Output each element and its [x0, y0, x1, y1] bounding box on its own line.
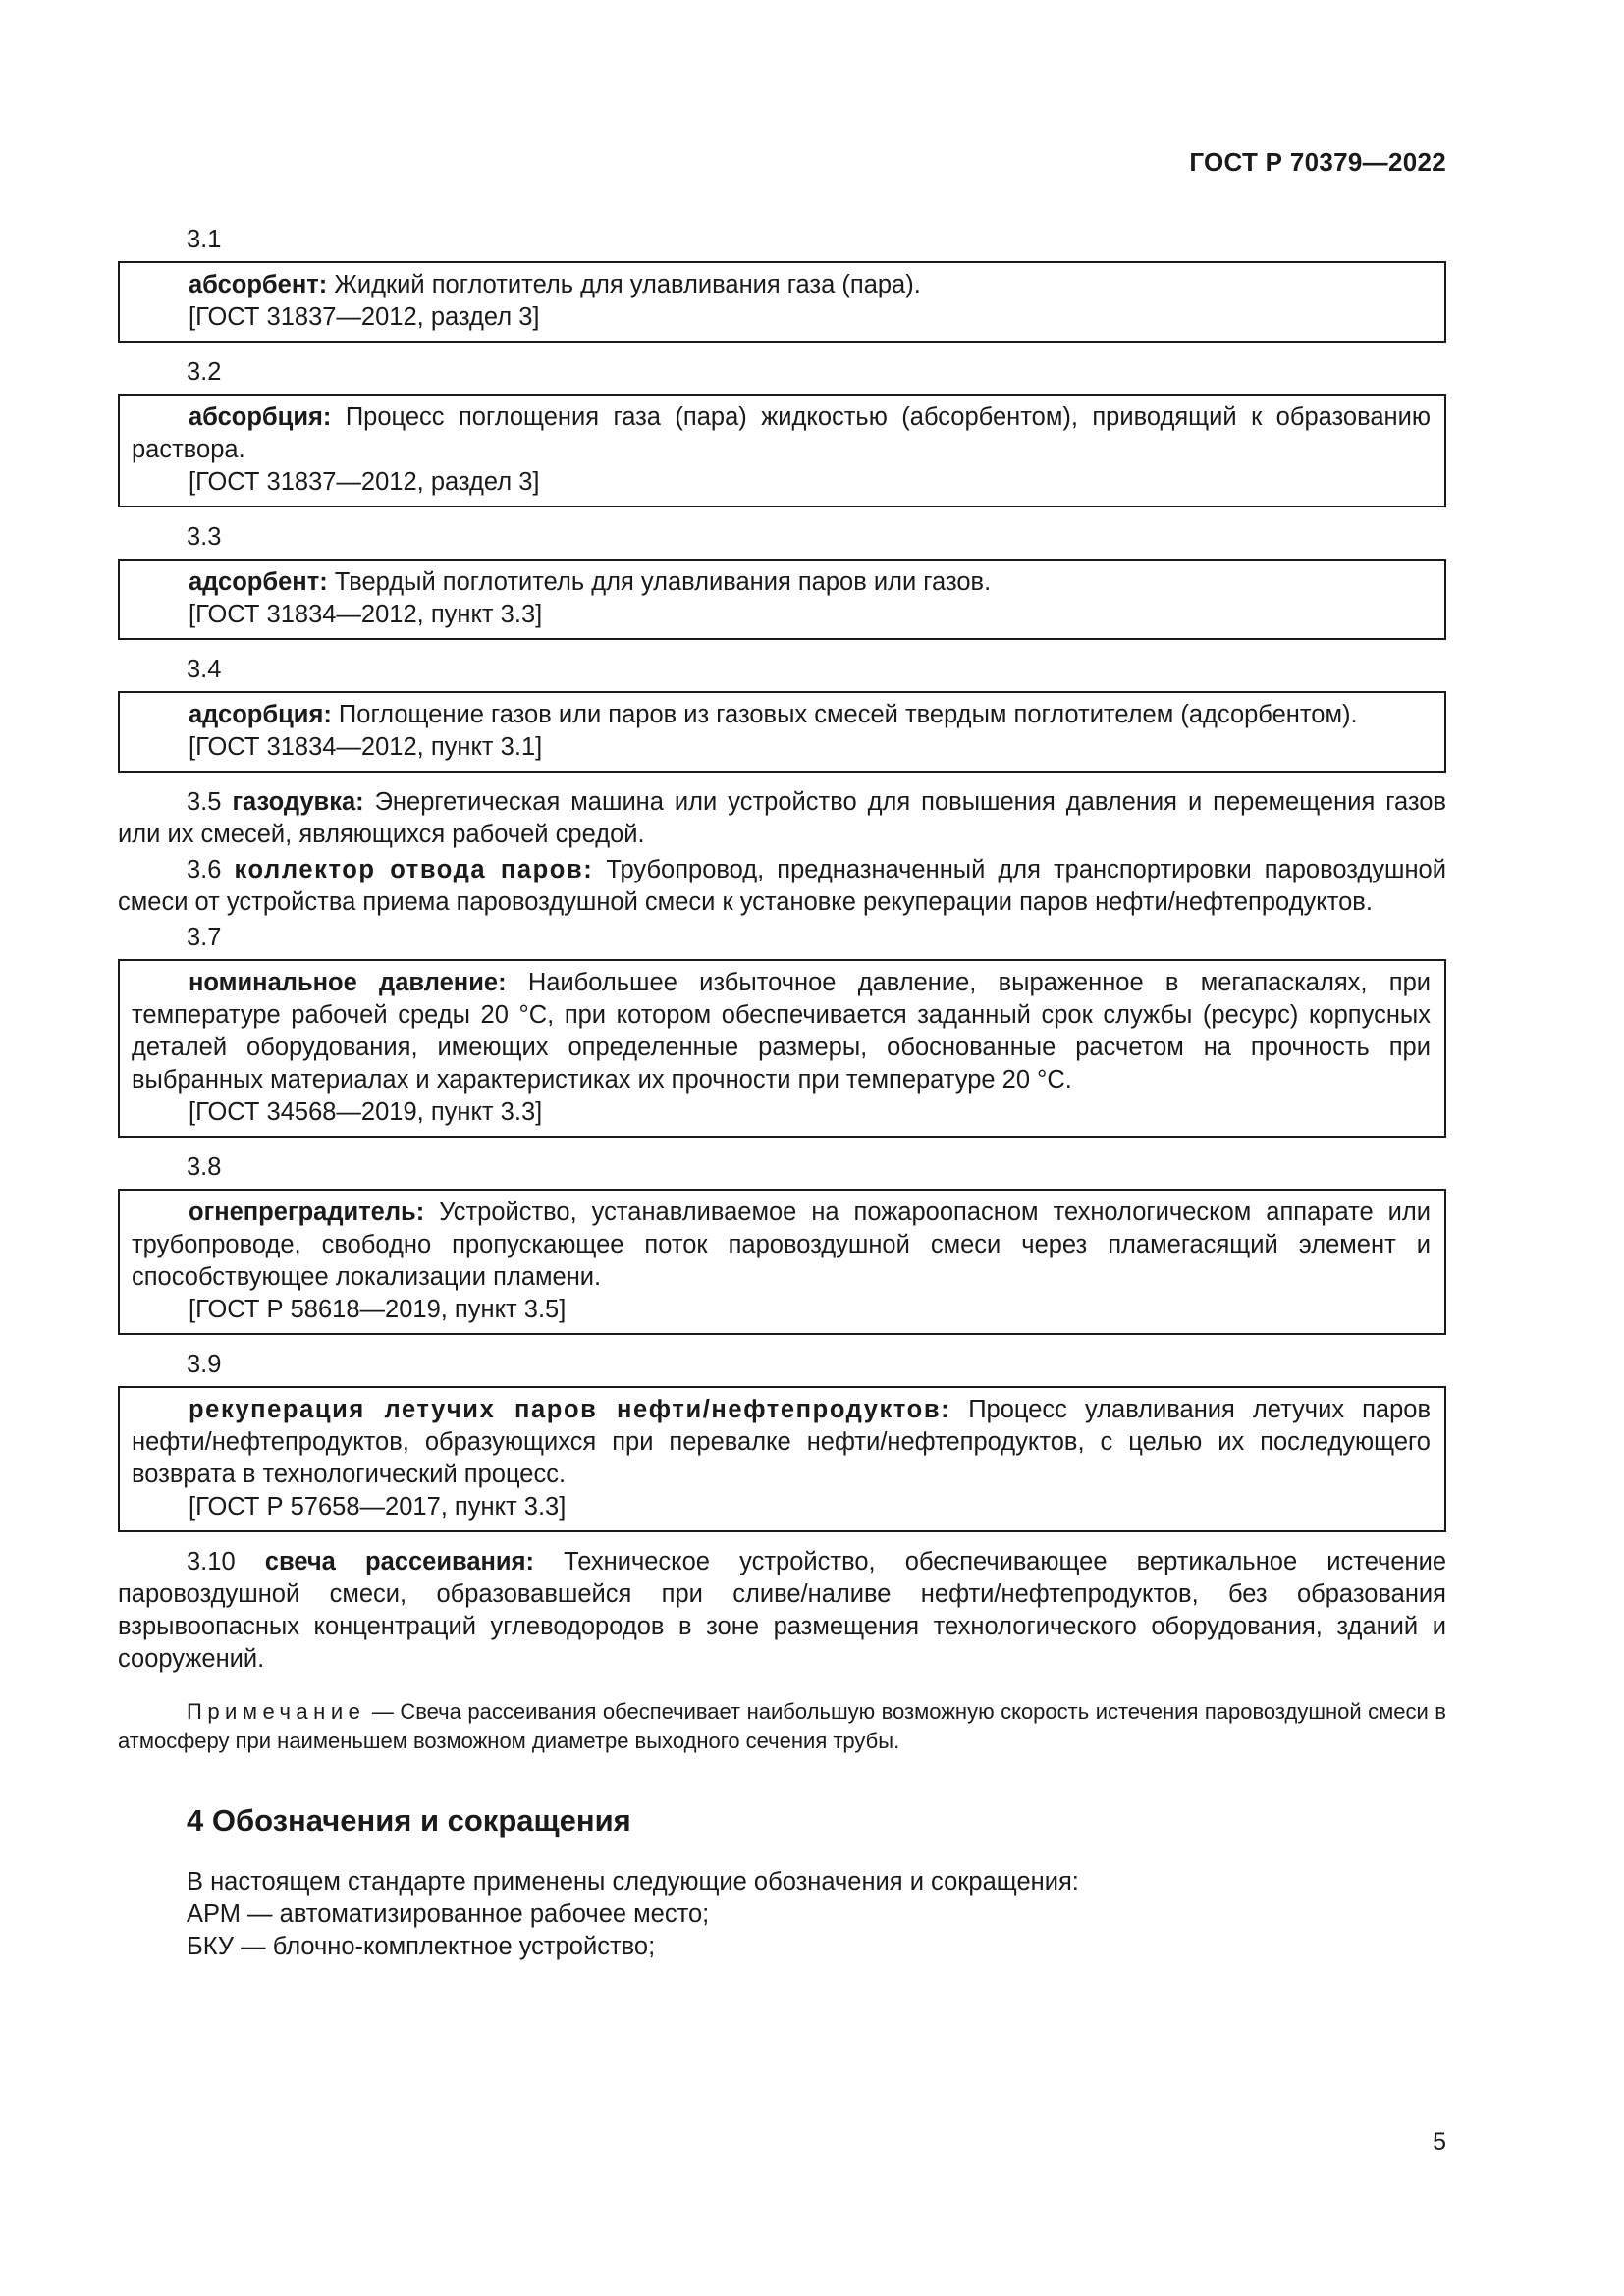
page-content [118, 224, 1446, 1963]
term-text: Техническое устройство, обеспечивающее вертикальное истечение паровоздушной смеси, образовавшейся при сливе/наливе нефти/нефтепродуктов, без образования взрывоопасных концентраций углеводородов в зоне размещения технологического оборудования, зданий и сооружений. [118, 1548, 1447, 1673]
term-text: Твердый поглотитель для улавливания паров или газов. [327, 568, 992, 596]
term-text: Трубопровод, предназначенный для транспортировки паровоздушной смеси от устройства приема паровоздушной смеси к установке рекуперации паров нефти/нефтепродуктов. [118, 856, 1446, 916]
term-text: Энергетическая машина или устройство для повышения давления и перемещения газов или их смесей, являющихся рабочей средой. [118, 788, 1446, 848]
term-text: Поглощение газов или паров из газовых смесей твердым поглотителем (адсорбентом). [331, 701, 1358, 728]
term-name: огнепреградитель: [189, 1199, 425, 1226]
note-label: Примечание [187, 1699, 366, 1724]
term-definition [132, 1394, 1431, 1491]
document-page [118, 0, 1446, 2296]
term-number: 3.3 [187, 523, 222, 551]
term-reference: [ГОСТ 31834—2012, пункт 3.1] [189, 733, 543, 761]
term-text: Процесс поглощения газа (пара) жидкостью (абсорбентом), приводящий к образованию раствора. [132, 403, 1431, 463]
term-box [118, 691, 1446, 773]
term-name: абсорбция: [189, 403, 332, 431]
term-reference: [ГОСТ Р 57658—2017, пункт 3.3] [189, 1493, 567, 1521]
term-number: 3.5 [187, 788, 233, 816]
note-text: — Свеча рассеивания обеспечивает наибольшую возможную скорость истечения паровоздушной смеси в атмосферу при наименьшем возможном диаметре выходного сечения трубы. [118, 1699, 1446, 1753]
term-reference: [ГОСТ 31837—2012, раздел 3] [189, 303, 540, 331]
section-intro: В настоящем стандарте применены следующие обозначения и сокращения: [187, 1868, 1079, 1896]
term-box [118, 1386, 1446, 1532]
definition-paragraph [118, 1546, 1446, 1676]
term-text: Устройство, устанавливаемое на пожароопасном технологическом аппарате или трубопроводе, свободно пропускающее поток паровоздушной смеси через пламегасящий элемент и способствующее локализации пламени. [132, 1199, 1431, 1291]
term-number: 3.1 [187, 226, 222, 253]
term-definition [132, 401, 1431, 466]
term-reference: [ГОСТ 31837—2012, раздел 3] [189, 468, 540, 496]
term-definition [132, 699, 1431, 731]
term-reference: [ГОСТ Р 58618—2019, пункт 3.5] [189, 1296, 567, 1323]
term-text: Процесс улавливания летучих паров нефти/нефтепродуктов, образующихся при перевалке нефти/нефтепродуктов, с целью их последующего возврата в технологический процесс. [132, 1396, 1431, 1488]
abbreviation-item: БКУ — блочно-комплектное устройство; [187, 1933, 656, 1960]
section-heading: 4 Обозначения и сокращения [187, 1803, 631, 1838]
term-number: 3.4 [187, 656, 222, 683]
term-number: 3.6 [187, 856, 235, 883]
term-number: 3.7 [187, 924, 222, 951]
term-text: Жидкий поглотитель для улавливания газа (пара). [327, 271, 921, 298]
term-number: 3.8 [187, 1153, 222, 1181]
term-number: 3.2 [187, 358, 222, 386]
term-reference: [ГОСТ 34568—2019, пункт 3.3] [189, 1098, 543, 1126]
term-name: свеча рассеивания: [264, 1548, 534, 1575]
term-reference: [ГОСТ 31834—2012, пункт 3.3] [189, 601, 543, 628]
term-name: рекуперация летучих паров нефти/нефтепродуктов: [189, 1396, 951, 1423]
term-definition [132, 566, 1431, 599]
term-definition [132, 967, 1431, 1096]
term-box [118, 261, 1446, 343]
note [118, 1697, 1446, 1756]
term-definition [132, 269, 1431, 301]
definition-paragraph [118, 854, 1446, 919]
term-number: 3.10 [187, 1548, 265, 1575]
term-name: адсорбция: [189, 701, 332, 728]
term-name: коллектор отвода паров: [234, 856, 594, 883]
term-text: Наибольшее избыточное давление, выраженное в мегапаскалях, при температуре рабочей среды 20 °С, при котором обеспечивается заданный срок службы (ресурс) корпусных деталей оборудования, имеющих определенные размеры, обоснованные расчетом на прочность при выбранных материалах и характеристиках их прочности при температуре 20 °С. [132, 969, 1431, 1094]
term-name: газодувка: [232, 788, 364, 816]
term-box [118, 559, 1446, 640]
term-box [118, 1189, 1446, 1335]
document-code: ГОСТ Р 70379—2022 [1189, 147, 1446, 177]
term-box [118, 959, 1446, 1138]
definition-paragraph [118, 786, 1446, 851]
term-name: номинальное давление: [189, 969, 507, 996]
term-name: абсорбент: [189, 271, 328, 298]
term-definition [132, 1197, 1431, 1294]
term-name: адсорбент: [189, 568, 328, 596]
abbreviation-item: АРМ — автоматизированное рабочее место; [187, 1900, 710, 1928]
page-number: 5 [1433, 2128, 1446, 2156]
term-box [118, 394, 1446, 507]
term-number: 3.9 [187, 1351, 222, 1378]
